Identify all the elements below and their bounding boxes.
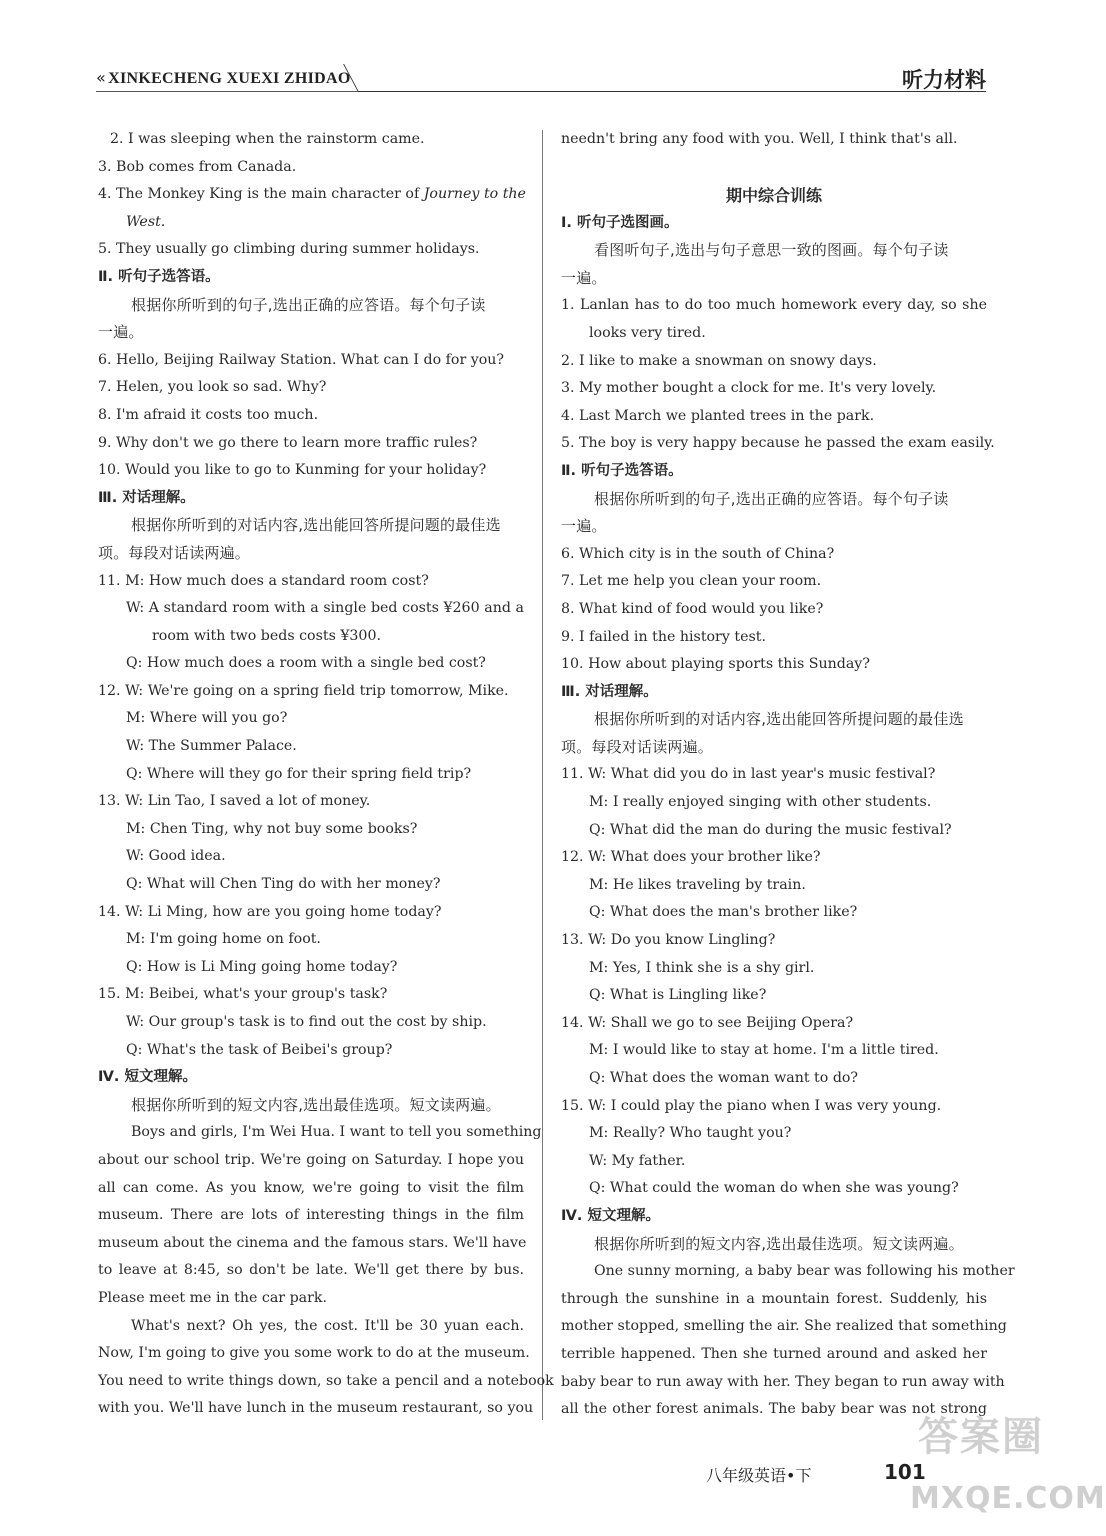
dialogue-12-line2: M: Where will you go? bbox=[126, 710, 288, 727]
dialogue-11-line1: 11. W: What did you do in last year's music festival? bbox=[561, 766, 936, 783]
passage-line-2: about our school trip. We're going on Saturday. I hope you bbox=[98, 1151, 524, 1168]
dialogue-12-line1: 12. W: We're going on a spring field trip tomorrow, Mike. bbox=[98, 682, 509, 699]
left-column bbox=[98, 126, 554, 1423]
section-heading-2: Ⅱ. 听句子选答语。 bbox=[98, 268, 220, 285]
instruction-2-line1: 根据你所听到的句子,选出正确的应答语。每个句子读 bbox=[594, 489, 949, 508]
right-column bbox=[561, 126, 1015, 1424]
dialogue-14-line1: 14. W: Shall we go to see Beijing Opera? bbox=[561, 1014, 854, 1031]
dialogue-15-line2: W: Our group's task is to find out the cost by ship. bbox=[126, 1014, 487, 1030]
question-7: 7. Let me help you clean your room. bbox=[561, 573, 822, 590]
dialogue-11-line2: W: A standard room with a single bed costs ¥260 and a bbox=[126, 600, 524, 617]
passage-line-5: museum about the cinema and the famous stars. We'll have bbox=[98, 1234, 527, 1251]
section-heading-2: Ⅱ. 听句子选答语。 bbox=[561, 462, 683, 479]
dialogue-13-line2: M: Yes, I think she is a shy girl. bbox=[589, 959, 815, 976]
passage-line-9: Now, I'm going to give you some work to do at the museum. bbox=[98, 1345, 530, 1362]
sentence-3: 3. Bob comes from Canada. bbox=[98, 158, 297, 175]
instruction-3-line1: 根据你所听到的对话内容,选出能回答所提问题的最佳选 bbox=[594, 710, 964, 729]
dialogue-14-line2: M: I'm going home on foot. bbox=[126, 931, 321, 948]
dialogue-15-line1: 15. M: Beibei, what's your group's task? bbox=[98, 986, 388, 1003]
instruction-3-line2: 项。每段对话读两遍。 bbox=[98, 543, 251, 562]
section-heading-4: Ⅳ. 短文理解。 bbox=[561, 1207, 660, 1224]
passage-line-6: all the other forest animals. The baby bear was not strong bbox=[561, 1401, 987, 1418]
dialogue-11-line3: room with two beds costs ¥300. bbox=[152, 627, 381, 644]
question-10: 10. How about playing sports this Sunday? bbox=[561, 656, 870, 673]
passage-line-10: You need to write things down, so take a pencil and a notebook bbox=[98, 1372, 554, 1389]
dialogue-14-line2: M: I would like to stay at home. I'm a little tired. bbox=[589, 1042, 939, 1059]
instruction-4: 根据你所听到的短文内容,选出最佳选项。短文读两遍。 bbox=[131, 1095, 501, 1114]
page-number: 101 bbox=[884, 1460, 926, 1484]
dialogue-12-line2: M: He likes traveling by train. bbox=[589, 876, 806, 893]
watermark-url: MXQE.COM bbox=[910, 1481, 1106, 1516]
passage-line-2: through the sunshine in a mountain forest. Suddenly, his bbox=[561, 1290, 987, 1307]
column-divider bbox=[542, 130, 543, 1420]
dialogue-11-line4: Q: How much does a room with a single bed cost? bbox=[126, 655, 486, 672]
header-rule bbox=[358, 91, 986, 92]
passage-continuation: needn't bring any food with you. Well, I think that's all. bbox=[561, 131, 958, 147]
dialogue-14-line3: Q: How is Li Ming going home today? bbox=[126, 958, 398, 975]
question-7: 7. Helen, you look so sad. Why? bbox=[98, 379, 327, 396]
exercise-title: 期中综合训练 bbox=[725, 185, 822, 205]
dialogue-15-line4: Q: What could the woman do when she was young? bbox=[589, 1180, 959, 1197]
instruction-2-line2: 一遍。 bbox=[98, 323, 144, 342]
passage-line-11: with you. We'll have lunch in the museum restaurant, so you bbox=[98, 1400, 534, 1417]
instruction-2-line1: 根据你所听到的句子,选出正确的应答语。每个句子读 bbox=[131, 295, 486, 314]
dialogue-12-line3: Q: What does the man's brother like? bbox=[589, 904, 858, 921]
footer-grade-label: 八年级英语•下 bbox=[706, 1466, 812, 1485]
dialogue-13-line1: 13. W: Lin Tao, I saved a lot of money. bbox=[98, 793, 371, 810]
dialogue-11-line1: 11. M: How much does a standard room cost? bbox=[98, 572, 429, 589]
passage-line-7: Please meet me in the car park. bbox=[98, 1289, 327, 1306]
sentence-5: 5. They usually go climbing during summer holidays. bbox=[98, 241, 480, 258]
dialogue-15-line3: W: My father. bbox=[589, 1152, 686, 1169]
passage-line-3: mother stopped, smelling the air. She realized that something bbox=[561, 1318, 1007, 1335]
sentence-2: 2. I was sleeping when the rainstorm came. bbox=[110, 131, 425, 147]
question-8: 8. What kind of food would you like? bbox=[561, 600, 824, 617]
sentence-2: 2. I like to make a snowman on snowy days. bbox=[561, 352, 877, 369]
dialogue-14-line1: 14. W: Li Ming, how are you going home today? bbox=[98, 903, 442, 920]
sentence-4-cont bbox=[98, 209, 524, 237]
passage-line-1: Boys and girls, I'm Wei Hua. I want to tell you something bbox=[131, 1124, 542, 1141]
instruction-2-line2: 一遍。 bbox=[561, 517, 607, 536]
dialogue-11-line3: Q: What did the man do during the music festival? bbox=[589, 821, 952, 838]
dialogue-13-line3: W: Good idea. bbox=[126, 848, 226, 865]
dialogue-12-line1: 12. W: What does your brother like? bbox=[561, 849, 821, 866]
dialogue-13-line2: M: Chen Ting, why not buy some books? bbox=[126, 820, 418, 837]
passage-line-1: One sunny morning, a baby bear was following his mother bbox=[594, 1263, 1015, 1280]
sentence-4-text: 4. The Monkey King is the main character of bbox=[98, 186, 424, 203]
question-9: 9. I failed in the history test. bbox=[561, 628, 766, 645]
passage-line-5: baby bear to run away with her. They began to run away with bbox=[561, 1373, 1005, 1390]
section-heading-3: Ⅲ. 对话理解。 bbox=[561, 683, 658, 700]
dialogue-11-line2: M: I really enjoyed singing with other students. bbox=[589, 794, 932, 811]
question-6: 6. Which city is in the south of China? bbox=[561, 545, 835, 562]
question-6: 6. Hello, Beijing Railway Station. What can I do for you? bbox=[98, 351, 505, 368]
dialogue-13-line1: 13. W: Do you know Lingling? bbox=[561, 932, 776, 949]
sentence-3: 3. My mother bought a clock for me. It's very lovely. bbox=[561, 380, 937, 397]
double-chevron-left-icon: « bbox=[96, 68, 107, 87]
passage-line-6: to leave at 8:45, so don't be late. We'll get there by bus. bbox=[98, 1262, 524, 1279]
question-8: 8. I'm afraid it costs too much. bbox=[98, 406, 319, 423]
dialogue-12-line4: Q: Where will they go for their spring field trip? bbox=[126, 765, 472, 782]
book-title-cont: West. bbox=[126, 213, 166, 230]
section-heading-3: Ⅲ. 对话理解。 bbox=[98, 489, 195, 506]
sentence-4 bbox=[98, 181, 524, 209]
book-title: Journey to the bbox=[423, 186, 526, 203]
instruction-3-line1: 根据你所听到的对话内容,选出能回答所提问题的最佳选 bbox=[131, 516, 501, 535]
dialogue-15-line1: 15. W: I could play the piano when I was very young. bbox=[561, 1097, 942, 1114]
brand-title bbox=[96, 68, 351, 88]
sentence-1-line1: 1. Lanlan has to do too much homework every day, so she bbox=[561, 297, 987, 314]
passage-line-8: What's next? Oh yes, the cost. It'll be 30 yuan each. bbox=[131, 1317, 524, 1334]
instruction-3-line2: 项。每段对话读两遍。 bbox=[561, 737, 714, 756]
instruction-4: 根据你所听到的短文内容,选出最佳选项。短文读两遍。 bbox=[594, 1234, 964, 1253]
dialogue-14-line3: Q: What does the woman want to do? bbox=[589, 1070, 859, 1086]
section-heading-4: Ⅳ. 短文理解。 bbox=[98, 1069, 197, 1086]
question-9: 9. Why don't we go there to learn more traffic rules? bbox=[98, 434, 478, 451]
header-rule-left bbox=[96, 91, 358, 92]
section-title: 听力材料 bbox=[902, 68, 986, 92]
dialogue-13-line3: Q: What is Lingling like? bbox=[589, 987, 767, 1004]
passage-line-4: museum. There are lots of interesting things in the film bbox=[98, 1207, 524, 1224]
dialogue-15-line3: Q: What's the task of Beibei's group? bbox=[126, 1041, 393, 1058]
section-heading-1: Ⅰ. 听句子选图画。 bbox=[561, 214, 679, 231]
instruction-1-line1: 看图听句子,选出与句子意思一致的图画。每个句子读 bbox=[594, 241, 949, 260]
page-header bbox=[96, 64, 986, 94]
dialogue-15-line2: M: Really? Who taught you? bbox=[589, 1125, 792, 1142]
sentence-5: 5. The boy is very happy because he passed the exam easily. bbox=[561, 435, 995, 452]
brand-text: XINKECHENG XUEXI ZHIDAO bbox=[108, 70, 351, 87]
watermark-logo-text: 答案圈 bbox=[918, 1414, 1044, 1460]
sentence-4: 4. Last March we planted trees in the park. bbox=[561, 407, 875, 424]
sentence-1-line2: looks very tired. bbox=[589, 324, 706, 341]
dialogue-13-line4: Q: What will Chen Ting do with her money? bbox=[126, 876, 441, 893]
instruction-1-line2: 一遍。 bbox=[561, 268, 607, 287]
passage-line-4: terrible happened. Then she turned around and asked her bbox=[561, 1345, 987, 1362]
question-10: 10. Would you like to go to Kunming for your holiday? bbox=[98, 462, 487, 479]
passage-line-3: all can come. As you know, we're going to visit the film bbox=[98, 1179, 524, 1196]
watermark bbox=[910, 1405, 1106, 1530]
dialogue-12-line3: W: The Summer Palace. bbox=[126, 738, 297, 755]
